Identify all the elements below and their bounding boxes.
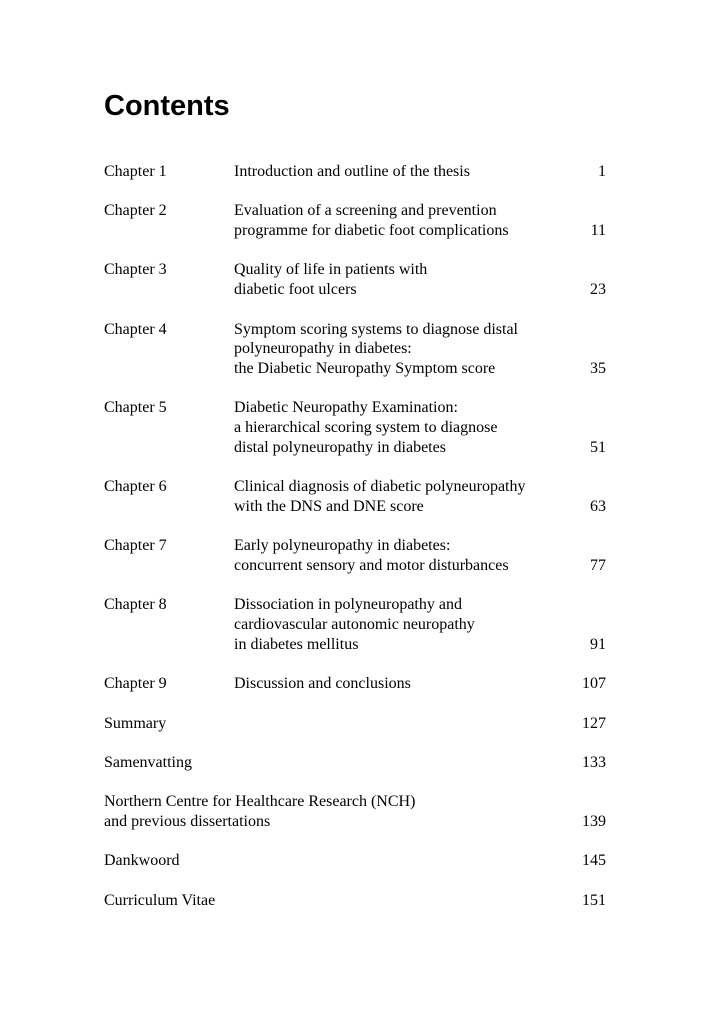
chapter-title-line: Diabetic Neuropathy Examination:	[234, 399, 458, 417]
table-of-contents	[104, 162, 608, 930]
section-title-line: and previous dissertations	[104, 813, 271, 831]
toc-chapter-entry	[104, 260, 608, 299]
toc-section-entry	[104, 851, 608, 871]
page-number: 91	[590, 635, 606, 653]
chapter-label: Chapter 7	[104, 537, 167, 555]
page-number: 133	[582, 753, 606, 771]
chapter-title-line: Introduction and outline of the thesis	[234, 163, 470, 180]
chapter-title-line: distal polyneuropathy in diabetes	[234, 438, 446, 456]
toc-chapter-entry	[104, 201, 608, 240]
toc-section-entry	[104, 891, 608, 911]
toc-chapter-entry	[104, 162, 608, 182]
chapter-title-line: cardiovascular autonomic neuropathy	[234, 616, 475, 634]
page-number: 139	[582, 813, 606, 831]
page-number: 151	[582, 891, 606, 909]
page-number: 127	[582, 714, 606, 732]
toc-chapter-entry	[104, 674, 608, 694]
toc-section-entry	[104, 792, 608, 831]
chapter-title-line: programme for diabetic foot complications	[234, 222, 509, 240]
chapter-title-line: Evaluation of a screening and prevention	[234, 202, 497, 220]
chapter-label: Chapter 3	[104, 261, 167, 279]
toc-chapter-entry	[104, 477, 608, 516]
toc-chapter-entry	[104, 595, 608, 654]
chapter-title-line: Symptom scoring systems to diagnose distal	[234, 320, 518, 338]
chapter-title-line: a hierarchical scoring system to diagnose	[234, 419, 498, 437]
chapter-title-line: Clinical diagnosis of diabetic polyneuropathy	[234, 478, 526, 496]
chapter-title-line: Discussion and conclusions	[234, 675, 411, 693]
section-title-line: Northern Centre for Healthcare Research (NCH)	[104, 793, 416, 811]
chapter-label: Chapter 9	[104, 675, 167, 693]
chapter-label: Chapter 8	[104, 596, 167, 614]
chapter-title-line: the Diabetic Neuropathy Symptom score	[234, 359, 496, 377]
chapter-title-line: diabetic foot ulcers	[234, 281, 357, 299]
toc-chapter-entry	[104, 536, 608, 575]
section-title-line: Summary	[104, 714, 167, 732]
toc-section-entry	[104, 714, 608, 734]
page-number: 35	[590, 359, 606, 377]
section-title-line: Curriculum Vitae	[104, 891, 216, 909]
page-number: 51	[590, 438, 606, 456]
chapter-label: Chapter 5	[104, 399, 167, 417]
toc-chapter-entry	[104, 398, 608, 457]
chapter-title-line: with the DNS and DNE score	[234, 497, 424, 515]
chapter-title-line: Early polyneuropathy in diabetes:	[234, 537, 451, 555]
page-number: 1	[598, 163, 606, 180]
page-number: 77	[590, 556, 606, 574]
page-number: 11	[590, 222, 606, 240]
chapter-title-line: Quality of life in patients with	[234, 261, 428, 279]
chapter-title-line: polyneuropathy in diabetes:	[234, 340, 412, 358]
chapter-title-line: concurrent sensory and motor disturbances	[234, 556, 509, 574]
section-title-line: Samenvatting	[104, 753, 192, 771]
chapter-label: Chapter 2	[104, 202, 167, 220]
chapter-label: Chapter 6	[104, 478, 167, 496]
chapter-title-line: in diabetes mellitus	[234, 635, 359, 653]
page-number: 145	[582, 852, 606, 870]
chapter-label: Chapter 4	[104, 320, 167, 338]
page-number: 107	[582, 675, 606, 693]
toc-chapter-entry	[104, 320, 608, 379]
chapter-title-line: Dissociation in polyneuropathy and	[234, 596, 462, 614]
page-title: Contents	[104, 90, 230, 122]
section-title-line: Dankwoord	[104, 852, 180, 870]
toc-section-entry	[104, 753, 608, 773]
page-number: 23	[590, 281, 606, 299]
chapter-label: Chapter 1	[104, 163, 167, 180]
page-number: 63	[590, 497, 606, 515]
